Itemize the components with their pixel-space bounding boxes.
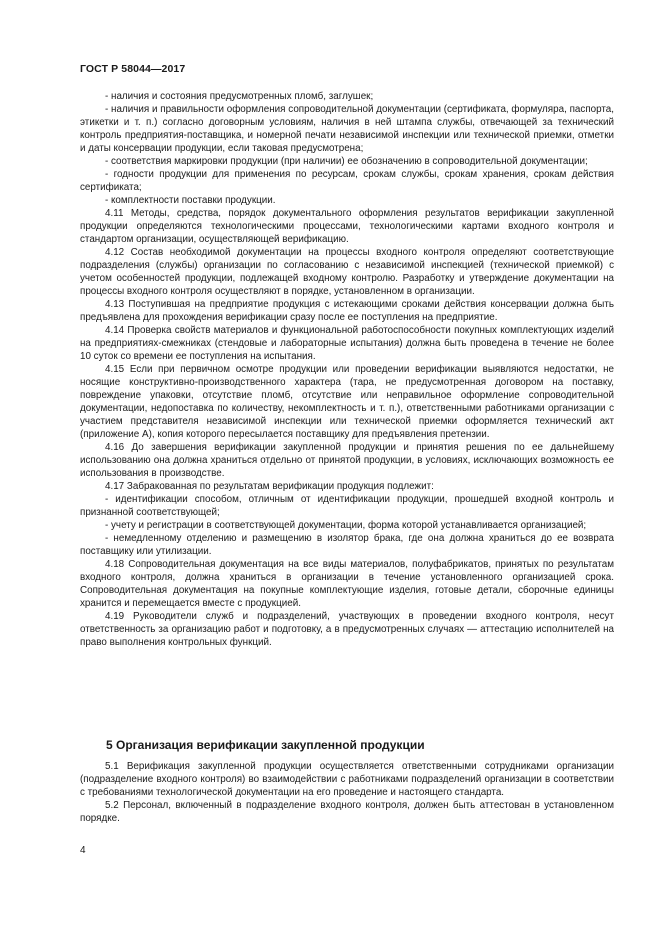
paragraph: 4.13 Поступившая на предприятие продукция с истекающими сроками действия консервации должна быть предъявлена для прохождения верификации сразу после ее поступления на предприятие. bbox=[80, 299, 614, 323]
paragraph: 4.18 Сопроводительная документация на все виды материалов, полуфабрикатов, принятых по результатам входного контроля, должна храниться в организации в течение установленного организацией срока. Сопроводительная документация на покупные комплектующие изделия, готовые детали, сборочные единицы хранится и перемещается вместе с продукцией. bbox=[80, 559, 614, 609]
page-number: 4 bbox=[80, 845, 86, 856]
paragraph: - наличия и правильности оформления сопроводительной документации (сертификата, формуляра, паспорта, этикетки и т. п.) согласно договорным условиям, наличия в ней штампа службы, отвечающей за технический контроль предприятия-поставщика, и номерной печати независимой инспекции или технической приемки, отметки и даты консервации продукции, если таковая предусмотрена; bbox=[80, 104, 614, 154]
paragraph: 5.1 Верификация закупленной продукции осуществляется ответственными сотрудниками организации (подразделение входного контроля) во взаимодействии с работниками подразделений организации в соответствии с требованиями технологической документации на его проведение и настоящего стандарта. bbox=[80, 761, 614, 798]
paragraph: - идентификации способом, отличным от идентификации продукции, прошедшей входной контроль и признанной соответствующей; bbox=[80, 494, 614, 518]
paragraph: 4.15 Если при первичном осмотре продукции или проведении верификации выявляются недостатки, не носящие конструктивно-производственного характера (тара, не предусмотренная договором на поставку, повреждение упаковки, отсутствие пломб, отсутствие или неправильное оформление сопроводительной документации, недопоставка по количеству, некомплектность и т. п.), ответственными работниками организации с участием представителя независимой инспекции или технической приемки оформляется технический акт (приложение А), копия которого пересылается поставщику для предъявления претензии. bbox=[80, 364, 614, 440]
document-body bbox=[80, 90, 614, 649]
paragraph: - немедленному отделению и размещению в изолятор брака, где она должна храниться до ее возврата поставщику или утилизации. bbox=[80, 533, 614, 557]
paragraph: 5.2 Персонал, включенный в подразделение входного контроля, должен быть аттестован в установленном порядке. bbox=[80, 800, 614, 824]
document-header-code: ГОСТ Р 58044—2017 bbox=[80, 63, 186, 75]
paragraph: 4.12 Состав необходимой документации на процессы входного контроля определяют соответствующие подразделения (службы) организации по согласованию с независимой инспекцией (технической приемкой) с учетом особенностей продукции, подлежащей входному контролю. Разработку и утверждение документации на процессы входного контроля осуществляют в порядке, установленном в организации. bbox=[80, 247, 614, 297]
paragraph: 4.14 Проверка свойств материалов и функциональной работоспособности покупных комплектующих изделий на предприятиях-смежниках (стендовые и лабораторные испытания) должна быть проведена в течение не более 10 суток со времени ее поступления на испытания. bbox=[80, 325, 614, 362]
paragraph: - соответствия маркировки продукции (при наличии) ее обозначению в сопроводительной документации; bbox=[105, 156, 588, 167]
paragraph: - годности продукции для применения по ресурсам, срокам службы, срокам хранения, срокам действия сертификата; bbox=[80, 169, 614, 193]
paragraph: - учету и регистрации в соответствующей документации, форма которой устанавливается организацией; bbox=[105, 520, 587, 531]
paragraph: 4.16 До завершения верификации закупленной продукции и принятия решения по ее дальнейшему использованию она должна храниться отдельно от принятой продукции, в условиях, исключающих возможность ее использования в производстве. bbox=[80, 442, 614, 479]
section-body bbox=[80, 760, 614, 825]
paragraph: 4.11 Методы, средства, порядок документального оформления результатов верификации закупленной продукции определяются технологическими процессами, технологическими картами входного контроля и стандартом организации, осуществляющей верификацию. bbox=[80, 208, 614, 245]
paragraph: - наличия и состояния предусмотренных пломб, заглушек; bbox=[105, 91, 374, 102]
paragraph: 4.19 Руководители служб и подразделений, участвующих в проведении входного контроля, несут ответственность за организацию работ и подготовку, а в предусмотренных случаях — аттестацию исполнителей на право выполнения контрольных функций. bbox=[80, 611, 614, 648]
section-heading: 5 Организация верификации закупленной продукции bbox=[106, 738, 425, 752]
paragraph: - комплектности поставки продукции. bbox=[105, 195, 276, 206]
paragraph: 4.17 Забракованная по результатам верификации продукция подлежит: bbox=[105, 481, 434, 492]
